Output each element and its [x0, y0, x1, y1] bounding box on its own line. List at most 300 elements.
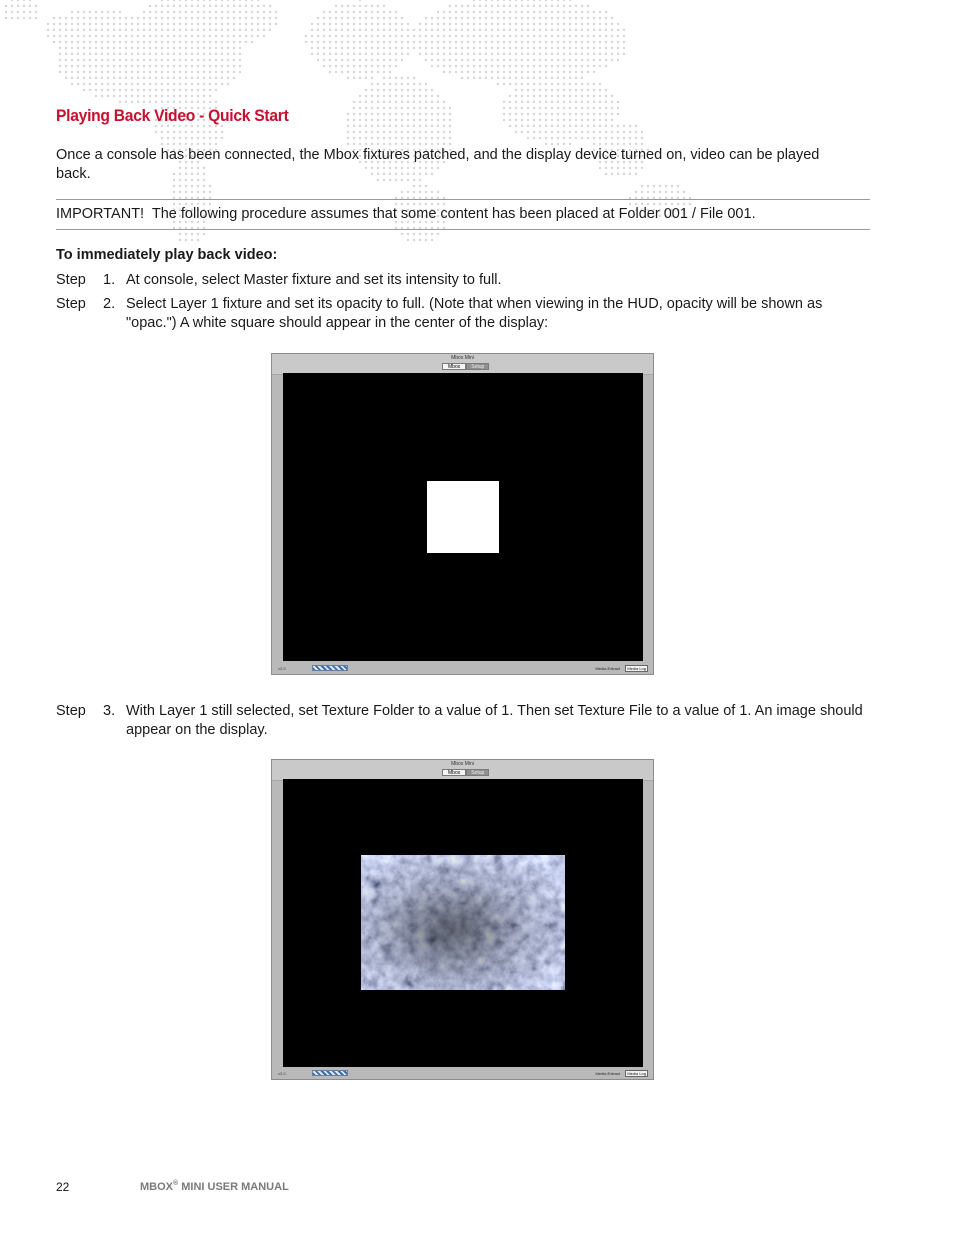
- map-dot: [131, 23, 133, 25]
- map-dot: [413, 77, 415, 79]
- map-dot: [83, 59, 85, 61]
- map-dot: [155, 5, 157, 7]
- map-dot: [107, 11, 109, 13]
- map-dot: [161, 131, 163, 133]
- map-dot: [365, 113, 367, 115]
- map-dot: [407, 41, 409, 43]
- map-dot: [455, 5, 457, 7]
- map-dot: [623, 35, 625, 37]
- map-dot: [413, 83, 415, 85]
- map-dot: [407, 53, 409, 55]
- map-dot: [449, 71, 451, 73]
- map-dot: [71, 35, 73, 37]
- map-dot: [179, 11, 181, 13]
- map-dot: [377, 65, 379, 67]
- map-dot: [137, 35, 139, 37]
- map-dot: [359, 29, 361, 31]
- map-dot: [185, 17, 187, 19]
- map-dot: [635, 143, 637, 145]
- map-dot: [173, 65, 175, 67]
- map-dot: [581, 41, 583, 43]
- map-dot: [437, 35, 439, 37]
- map-dot: [161, 47, 163, 49]
- map-dot: [359, 65, 361, 67]
- map-dot: [95, 47, 97, 49]
- map-dot: [161, 17, 163, 19]
- map-dot: [371, 113, 373, 115]
- content-image: [361, 855, 565, 990]
- map-dot: [197, 131, 199, 133]
- map-dot: [83, 29, 85, 31]
- map-dot: [215, 65, 217, 67]
- map-dot: [521, 35, 523, 37]
- map-dot: [359, 77, 361, 79]
- map-dot: [641, 131, 643, 133]
- map-dot: [95, 17, 97, 19]
- map-dot: [365, 5, 367, 7]
- map-dot: [161, 11, 163, 13]
- map-dot: [443, 11, 445, 13]
- map-dot: [509, 125, 511, 127]
- map-dot: [95, 65, 97, 67]
- map-dot: [623, 143, 625, 145]
- map-dot: [473, 5, 475, 7]
- map-dot: [107, 59, 109, 61]
- map-dot: [467, 65, 469, 67]
- map-dot: [401, 101, 403, 103]
- map-dot: [89, 23, 91, 25]
- map-dot: [137, 71, 139, 73]
- footer-brand: MBOX: [140, 1181, 173, 1193]
- map-dot: [551, 17, 553, 19]
- map-dot: [413, 47, 415, 49]
- map-dot: [185, 83, 187, 85]
- map-dot: [401, 41, 403, 43]
- map-dot: [257, 5, 259, 7]
- map-dot: [383, 5, 385, 7]
- map-dot: [323, 17, 325, 19]
- map-dot: [545, 11, 547, 13]
- map-dot: [545, 53, 547, 55]
- map-dot: [83, 65, 85, 67]
- map-dot: [221, 35, 223, 37]
- map-dot: [611, 23, 613, 25]
- map-dot: [311, 41, 313, 43]
- map-dot: [623, 137, 625, 139]
- map-dot: [563, 83, 565, 85]
- map-dot: [359, 17, 361, 19]
- map-dot: [83, 77, 85, 79]
- map-dot: [503, 47, 505, 49]
- map-dot: [503, 113, 505, 115]
- map-dot: [491, 17, 493, 19]
- map-dot: [539, 47, 541, 49]
- map-dot: [221, 83, 223, 85]
- map-dot: [53, 35, 55, 37]
- tab-bar: [442, 363, 489, 370]
- map-dot: [605, 113, 607, 115]
- map-dot: [563, 89, 565, 91]
- map-dot: [611, 29, 613, 31]
- map-dot: [185, 131, 187, 133]
- map-dot: [473, 29, 475, 31]
- map-dot: [191, 29, 193, 31]
- map-dot: [611, 41, 613, 43]
- map-dot: [521, 5, 523, 7]
- map-dot: [533, 23, 535, 25]
- map-dot: [479, 59, 481, 61]
- map-dot: [137, 23, 139, 25]
- map-dot: [149, 47, 151, 49]
- map-dot: [107, 95, 109, 97]
- map-dot: [323, 23, 325, 25]
- map-dot: [47, 29, 49, 31]
- map-dot: [479, 53, 481, 55]
- map-dot: [449, 113, 451, 115]
- map-dot: [521, 65, 523, 67]
- map-dot: [545, 71, 547, 73]
- map-dot: [551, 101, 553, 103]
- map-dot: [101, 71, 103, 73]
- map-dot: [143, 29, 145, 31]
- map-dot: [521, 101, 523, 103]
- map-dot: [335, 41, 337, 43]
- map-dot: [185, 239, 187, 241]
- map-dot: [545, 59, 547, 61]
- map-dot: [503, 17, 505, 19]
- map-dot: [71, 71, 73, 73]
- map-dot: [107, 29, 109, 31]
- step-number: 2.: [103, 296, 116, 312]
- map-dot: [533, 11, 535, 13]
- map-dot: [179, 101, 181, 103]
- map-dot: [371, 29, 373, 31]
- map-dot: [155, 59, 157, 61]
- map-dot: [359, 101, 361, 103]
- map-dot: [359, 137, 361, 139]
- map-dot: [341, 65, 343, 67]
- map-dot: [347, 11, 349, 13]
- map-dot: [383, 17, 385, 19]
- map-dot: [185, 5, 187, 7]
- map-dot: [575, 29, 577, 31]
- map-dot: [251, 29, 253, 31]
- map-dot: [95, 35, 97, 37]
- map-dot: [179, 47, 181, 49]
- map-dot: [383, 29, 385, 31]
- map-dot: [563, 137, 565, 139]
- map-dot: [221, 5, 223, 7]
- map-dot: [77, 47, 79, 49]
- map-dot: [119, 77, 121, 79]
- map-dot: [575, 65, 577, 67]
- map-dot: [359, 5, 361, 7]
- map-dot: [641, 185, 643, 187]
- map-dot: [569, 5, 571, 7]
- map-dot: [95, 23, 97, 25]
- media-log-button[interactable]: Media Log: [627, 666, 646, 671]
- map-dot: [215, 83, 217, 85]
- map-dot: [653, 185, 655, 187]
- map-dot: [551, 65, 553, 67]
- map-dot: [155, 65, 157, 67]
- map-dot: [485, 5, 487, 7]
- map-dot: [437, 47, 439, 49]
- map-dot: [191, 233, 193, 235]
- map-dot: [341, 71, 343, 73]
- map-dot: [533, 101, 535, 103]
- map-dot: [491, 23, 493, 25]
- map-dot: [221, 0, 223, 1]
- map-dot: [557, 143, 559, 145]
- map-dot: [497, 71, 499, 73]
- map-dot: [407, 191, 409, 193]
- map-dot: [161, 5, 163, 7]
- tab-setup[interactable]: Setup: [466, 363, 489, 370]
- map-dot: [395, 131, 397, 133]
- map-dot: [77, 71, 79, 73]
- map-dot: [191, 65, 193, 67]
- map-dot: [401, 89, 403, 91]
- map-dot: [581, 47, 583, 49]
- map-dot: [575, 53, 577, 55]
- map-dot: [539, 29, 541, 31]
- map-dot: [353, 47, 355, 49]
- map-dot: [599, 17, 601, 19]
- map-dot: [239, 0, 241, 1]
- map-dot: [119, 89, 121, 91]
- map-dot: [179, 131, 181, 133]
- map-dot: [89, 53, 91, 55]
- map-dot: [371, 71, 373, 73]
- map-dot: [185, 29, 187, 31]
- map-dot: [365, 59, 367, 61]
- map-dot: [203, 185, 205, 187]
- map-dot: [545, 47, 547, 49]
- map-dot: [11, 5, 13, 7]
- map-dot: [89, 17, 91, 19]
- map-dot: [497, 41, 499, 43]
- map-dot: [419, 119, 421, 121]
- map-dot: [383, 119, 385, 121]
- map-dot: [59, 53, 61, 55]
- map-dot: [527, 113, 529, 115]
- map-dot: [509, 107, 511, 109]
- map-dot: [197, 65, 199, 67]
- map-dot: [563, 5, 565, 7]
- map-dot: [197, 191, 199, 193]
- media-log-button[interactable]: Media Log: [627, 1071, 646, 1076]
- map-dot: [515, 59, 517, 61]
- map-dot: [107, 35, 109, 37]
- map-dot: [401, 29, 403, 31]
- map-dot: [209, 71, 211, 73]
- map-dot: [53, 17, 55, 19]
- map-dot: [407, 95, 409, 97]
- map-dot: [197, 77, 199, 79]
- map-dot: [323, 65, 325, 67]
- map-dot: [455, 35, 457, 37]
- map-dot: [437, 59, 439, 61]
- map-dot: [161, 101, 163, 103]
- status-bar: [272, 1067, 653, 1079]
- map-dot: [539, 131, 541, 133]
- map-dot: [515, 11, 517, 13]
- map-dot: [413, 191, 415, 193]
- map-dot: [203, 191, 205, 193]
- map-dot: [527, 101, 529, 103]
- map-dot: [107, 23, 109, 25]
- map-dot: [575, 83, 577, 85]
- map-dot: [155, 11, 157, 13]
- map-dot: [173, 53, 175, 55]
- map-dot: [89, 29, 91, 31]
- map-dot: [551, 83, 553, 85]
- map-dot: [251, 0, 253, 1]
- map-dot: [455, 59, 457, 61]
- map-dot: [497, 35, 499, 37]
- map-dot: [95, 41, 97, 43]
- map-dot: [467, 35, 469, 37]
- map-dot: [113, 89, 115, 91]
- map-dot: [389, 113, 391, 115]
- map-dot: [383, 143, 385, 145]
- map-dot: [149, 41, 151, 43]
- map-dot: [443, 41, 445, 43]
- map-dot: [71, 17, 73, 19]
- tab-mbox[interactable]: Mbox: [442, 769, 466, 776]
- map-dot: [221, 17, 223, 19]
- map-dot: [245, 11, 247, 13]
- map-dot: [191, 53, 193, 55]
- map-dot: [545, 17, 547, 19]
- map-dot: [587, 35, 589, 37]
- map-dot: [395, 65, 397, 67]
- tab-mbox[interactable]: Mbox: [442, 363, 466, 370]
- map-dot: [95, 83, 97, 85]
- map-dot: [323, 47, 325, 49]
- map-dot: [437, 137, 439, 139]
- map-dot: [47, 35, 49, 37]
- map-dot: [149, 83, 151, 85]
- map-dot: [587, 125, 589, 127]
- map-dot: [77, 59, 79, 61]
- map-dot: [599, 41, 601, 43]
- tab-setup[interactable]: Setup: [466, 769, 489, 776]
- map-dot: [383, 77, 385, 79]
- map-dot: [431, 35, 433, 37]
- map-dot: [365, 41, 367, 43]
- map-dot: [581, 83, 583, 85]
- map-dot: [203, 77, 205, 79]
- map-dot: [101, 29, 103, 31]
- map-dot: [521, 71, 523, 73]
- map-dot: [341, 59, 343, 61]
- map-dot: [449, 29, 451, 31]
- map-dot: [347, 65, 349, 67]
- map-dot: [479, 47, 481, 49]
- map-dot: [509, 101, 511, 103]
- map-dot: [17, 11, 19, 13]
- map-dot: [611, 47, 613, 49]
- map-dot: [65, 41, 67, 43]
- map-dot: [455, 29, 457, 31]
- map-dot: [443, 47, 445, 49]
- map-dot: [623, 47, 625, 49]
- map-dot: [551, 119, 553, 121]
- map-dot: [149, 65, 151, 67]
- map-dot: [167, 71, 169, 73]
- map-dot: [59, 71, 61, 73]
- map-dot: [539, 95, 541, 97]
- map-dot: [575, 35, 577, 37]
- map-dot: [503, 0, 505, 1]
- map-dot: [377, 89, 379, 91]
- map-dot: [191, 95, 193, 97]
- map-dot: [515, 71, 517, 73]
- map-dot: [191, 191, 193, 193]
- map-dot: [509, 53, 511, 55]
- map-dot: [401, 95, 403, 97]
- map-dot: [581, 137, 583, 139]
- map-dot: [323, 11, 325, 13]
- map-dot: [191, 17, 193, 19]
- map-dot: [593, 125, 595, 127]
- map-dot: [71, 29, 73, 31]
- map-dot: [83, 23, 85, 25]
- map-dot: [197, 41, 199, 43]
- map-dot: [317, 59, 319, 61]
- map-dot: [509, 17, 511, 19]
- map-dot: [581, 65, 583, 67]
- map-dot: [191, 71, 193, 73]
- map-dot: [215, 29, 217, 31]
- map-dot: [179, 89, 181, 91]
- map-dot: [467, 53, 469, 55]
- map-dot: [59, 35, 61, 37]
- map-dot: [263, 5, 265, 7]
- map-dot: [491, 29, 493, 31]
- map-dot: [125, 17, 127, 19]
- map-dot: [65, 53, 67, 55]
- map-dot: [197, 89, 199, 91]
- map-dot: [479, 11, 481, 13]
- map-dot: [371, 89, 373, 91]
- map-dot: [533, 0, 535, 1]
- map-dot: [461, 77, 463, 79]
- map-dot: [503, 11, 505, 13]
- map-dot: [485, 65, 487, 67]
- map-dot: [143, 89, 145, 91]
- map-dot: [359, 35, 361, 37]
- map-dot: [671, 185, 673, 187]
- map-dot: [527, 0, 529, 1]
- map-dot: [317, 23, 319, 25]
- map-dot: [11, 0, 13, 1]
- map-dot: [125, 41, 127, 43]
- map-dot: [425, 107, 427, 109]
- map-dot: [443, 35, 445, 37]
- map-dot: [563, 113, 565, 115]
- map-dot: [113, 71, 115, 73]
- map-dot: [431, 119, 433, 121]
- map-dot: [191, 89, 193, 91]
- map-dot: [149, 71, 151, 73]
- map-dot: [425, 53, 427, 55]
- map-dot: [581, 119, 583, 121]
- map-dot: [185, 143, 187, 145]
- map-dot: [377, 113, 379, 115]
